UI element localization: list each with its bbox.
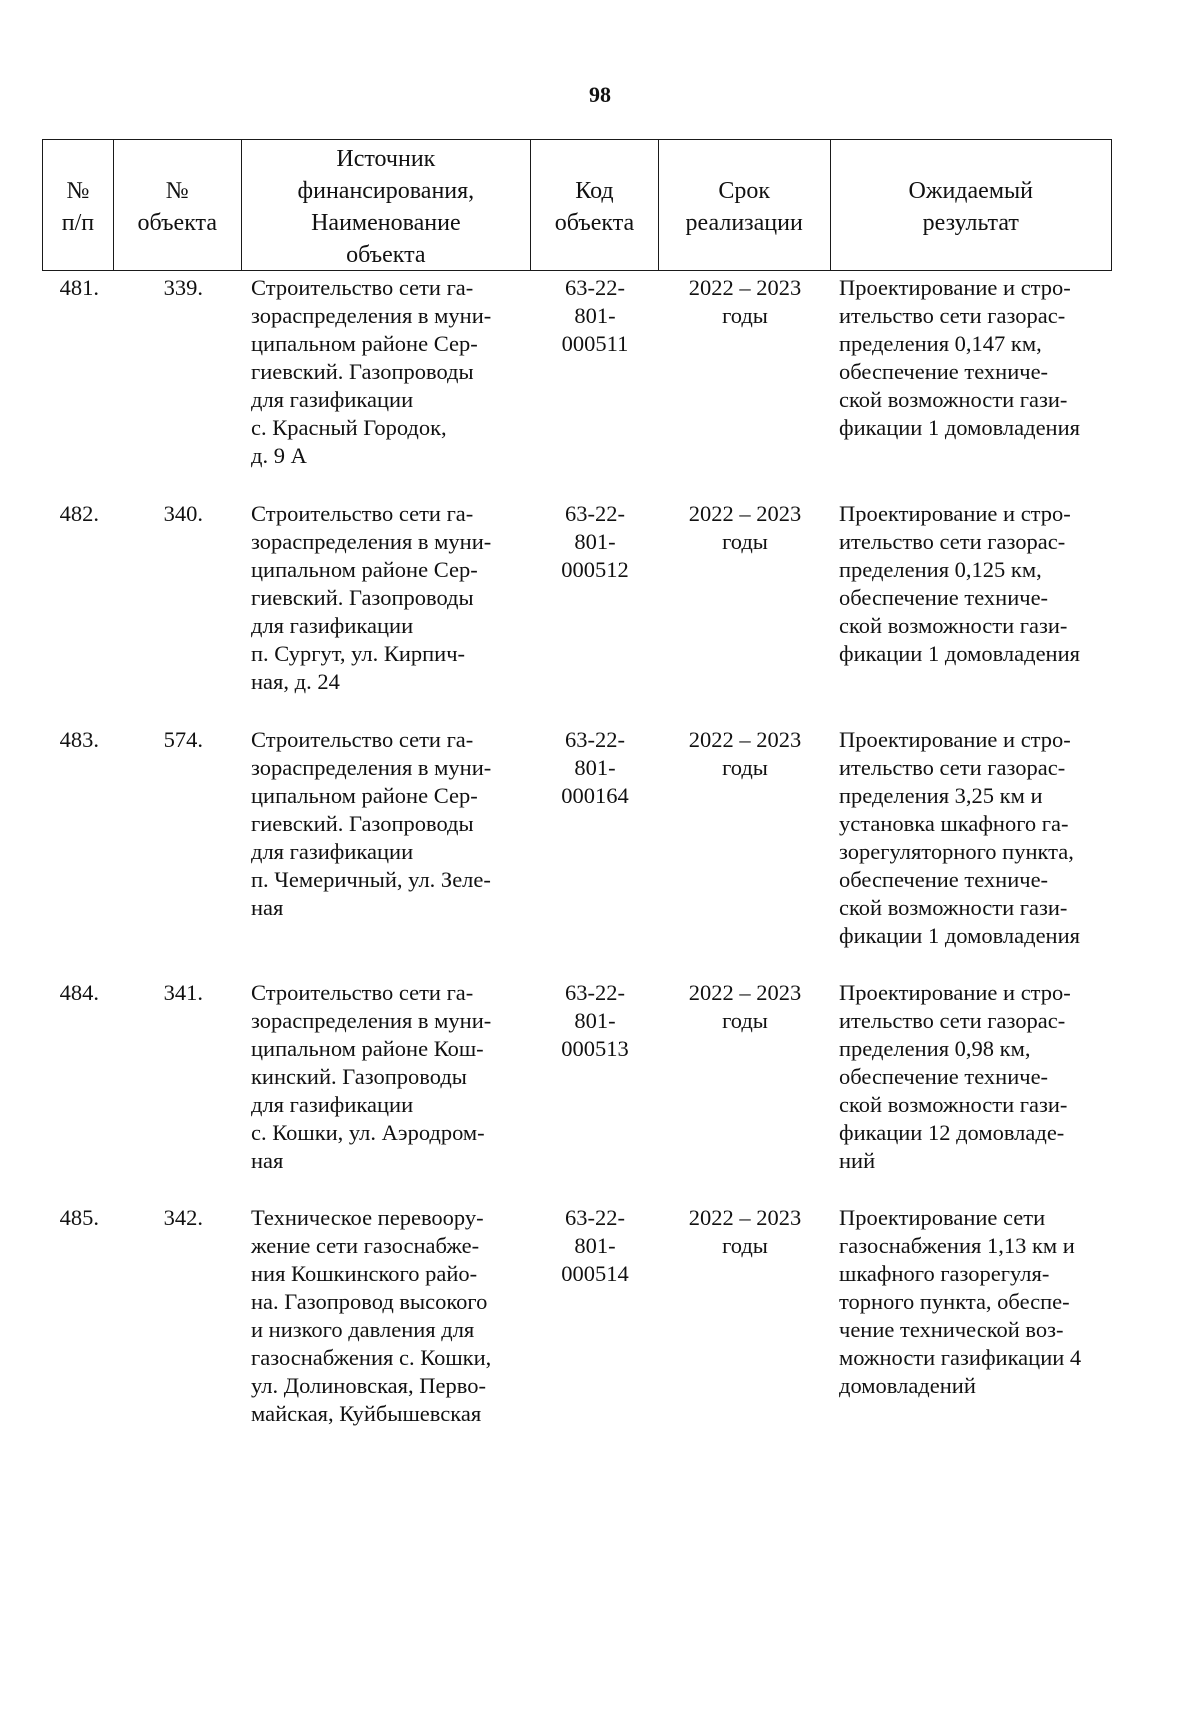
object-name: Техническое перевоору- жение сети газоснабже- ния Кошкинского райо- на. Газопровод высокого и низкого давления для газоснабжения с. Кошки, ул. Долиновская, Перво- майская, Куйбышевская — [251, 1205, 492, 1426]
header-funding-source: Источник финансирования, Наименование объекта — [242, 140, 531, 270]
implementation-term: 2022 – 2023 годы — [688, 501, 802, 554]
row-number: 482. — [59, 501, 99, 526]
implementation-term: 2022 – 2023 годы — [688, 980, 802, 1033]
object-code: 63-22- 801- 000164 — [561, 727, 629, 808]
expected-result: Проектирование и стро- ительство сети газорас- пределения 3,25 км и установка шкафного га- зорегуляторного пункта, обеспечение техниче- ской возможности гази- фикации 1 домовладения — [839, 727, 1080, 948]
header-object-code: Код объекта — [531, 140, 659, 270]
object-number: 341. — [163, 980, 203, 1005]
object-name: Строительство сети га- зораспределения в муни- ципальном районе Сер- гиевский. Газопроводы для газификации п. Чемеричный, ул. Зеле- ная — [251, 727, 492, 920]
table-row — [42, 271, 1112, 497]
row-number: 485. — [59, 1205, 99, 1230]
implementation-term: 2022 – 2023 годы — [688, 727, 802, 780]
object-number: 339. — [163, 275, 203, 300]
expected-result: Проектирование сети газоснабжения 1,13 км и шкафного газорегуля- торного пункта, обеспе- чение технической воз- можности газификации 4 домовладений — [839, 1205, 1082, 1398]
expected-result: Проектирование и стро- ительство сети газорас- пределения 0,147 км, обеспечение техниче- ской возможности гази- фикации 1 домовладения — [839, 275, 1080, 440]
header-term: Срок реализации — [659, 140, 831, 270]
row-number: 481. — [59, 275, 99, 300]
implementation-term: 2022 – 2023 годы — [688, 1205, 802, 1258]
header-row-number: № п/п — [43, 140, 114, 270]
object-number: 574. — [163, 727, 203, 752]
object-code: 63-22- 801- 000512 — [561, 501, 629, 582]
row-number: 484. — [59, 980, 99, 1005]
object-number: 342. — [163, 1205, 203, 1230]
table-body — [42, 271, 1112, 1461]
table-header — [42, 139, 1112, 271]
expected-result: Проектирование и стро- ительство сети газорас- пределения 0,98 км, обеспечение техниче- ской возможности гази- фикации 12 домовладе- ний — [839, 980, 1071, 1173]
implementation-term: 2022 – 2023 годы — [688, 275, 802, 328]
page-number: 98 — [589, 82, 611, 107]
table-row — [42, 497, 1112, 723]
object-number: 340. — [163, 501, 203, 526]
expected-result: Проектирование и стро- ительство сети газорас- пределения 0,125 км, обеспечение техниче- ской возможности гази- фикации 1 домовладения — [839, 501, 1080, 666]
header-expected-result: Ожидаемый результат — [908, 178, 1033, 236]
object-name: Строительство сети га- зораспределения в муни- ципальном районе Сер- гиевский. Газопроводы для газификации с. Красный Городок, д. 9 А — [251, 275, 492, 468]
object-code: 63-22- 801- 000513 — [561, 980, 629, 1061]
object-name: Строительство сети га- зораспределения в муни- ципальном районе Кош- кинский. Газопроводы для газификации с. Кошки, ул. Аэродром- ная — [251, 980, 492, 1173]
table-row — [42, 976, 1112, 1201]
object-code: 63-22- 801- 000514 — [561, 1205, 629, 1286]
table-row — [42, 723, 1112, 976]
row-number: 483. — [59, 727, 99, 752]
object-name: Строительство сети га- зораспределения в муни- ципальном районе Сер- гиевский. Газопроводы для газификации п. Сургут, ул. Кирпич- ная, д. 24 — [251, 501, 492, 694]
header-object-number: № объекта — [114, 140, 242, 270]
object-code: 63-22- 801- 000511 — [561, 275, 629, 356]
table-row — [42, 1201, 1112, 1461]
